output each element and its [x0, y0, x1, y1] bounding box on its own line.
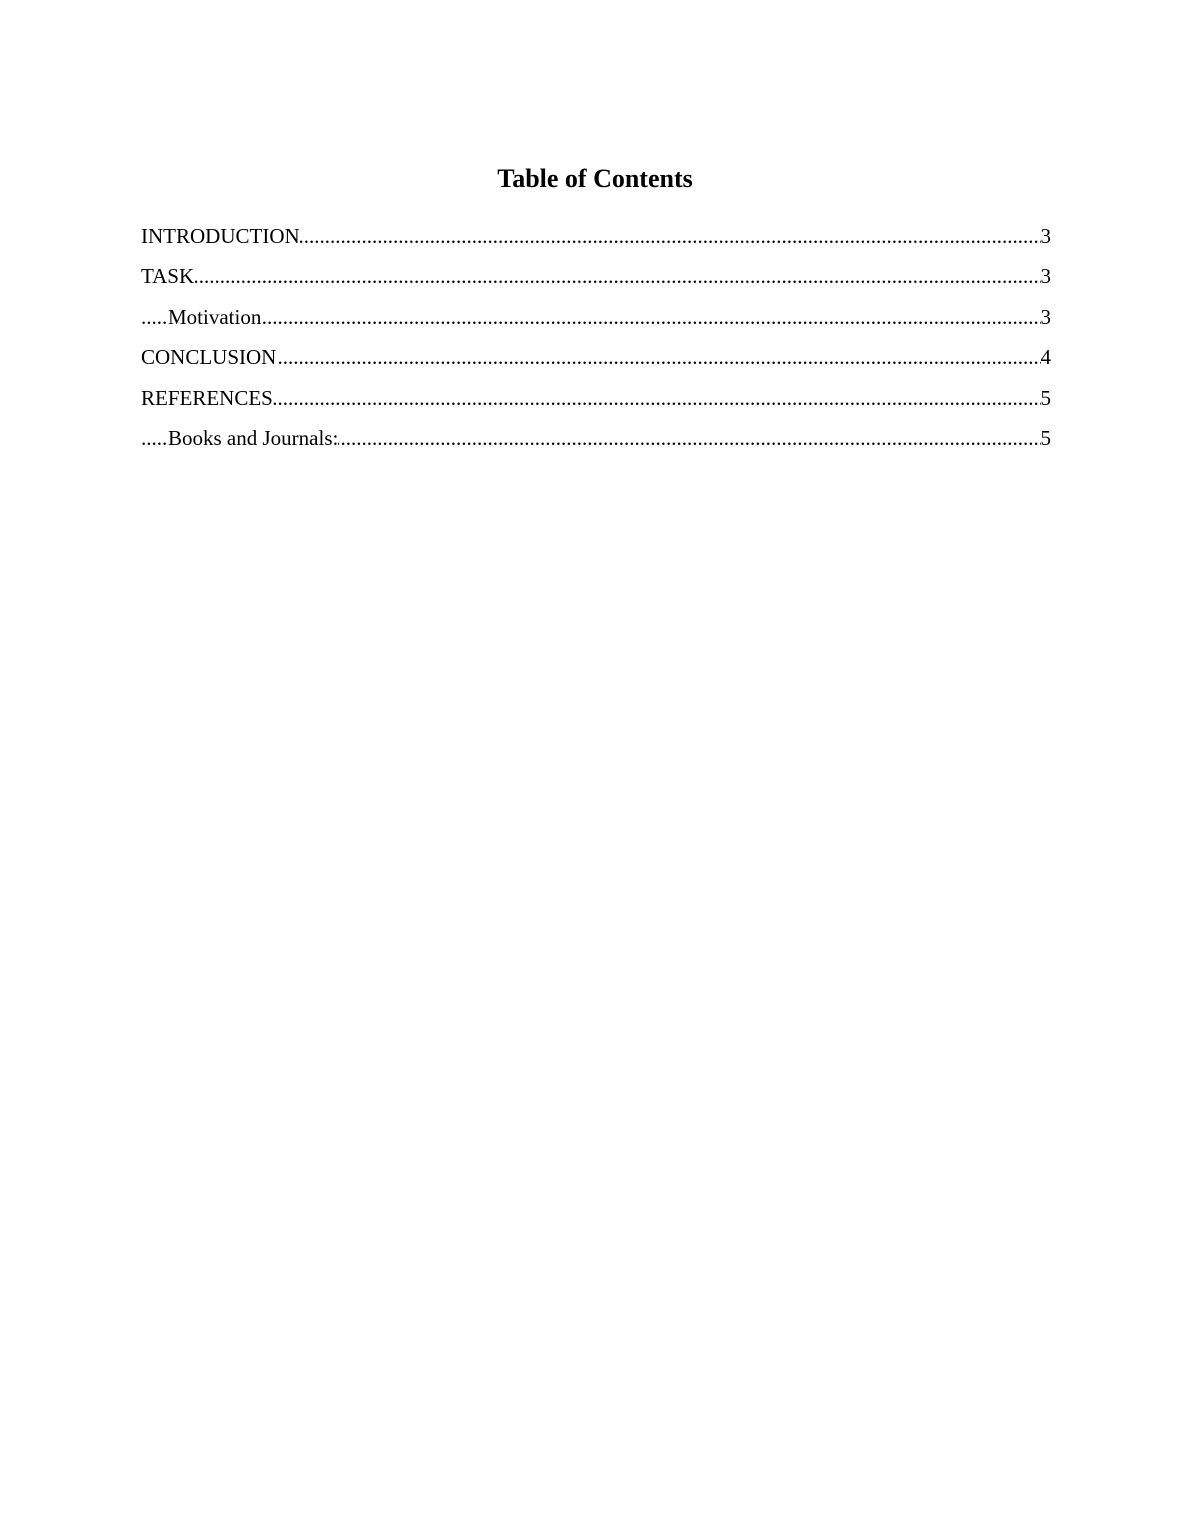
toc-entry-references[interactable]: [141, 382, 1051, 422]
toc-entry-label: INTRODUCTION: [141, 224, 300, 248]
toc-entry-motivation[interactable]: [141, 301, 1051, 341]
toc-title: Table of Contents: [497, 164, 693, 193]
toc-entry-page-number: 5: [1041, 422, 1052, 454]
toc-entry-page-number: 3: [1041, 260, 1052, 292]
dot-leader: [141, 301, 1051, 333]
toc-entry-introduction[interactable]: [141, 220, 1051, 260]
toc-entry-page-number: 3: [1041, 301, 1052, 333]
toc-entry-conclusion[interactable]: [141, 341, 1051, 381]
toc-list: [141, 220, 1051, 462]
toc-entry-books-and-journals[interactable]: [141, 422, 1051, 462]
toc-entry-label: Books and Journals:: [168, 425, 339, 450]
toc-entry-label: CONCLUSION: [141, 345, 277, 370]
toc-entry-label: Motivation: [168, 304, 262, 329]
toc-entry-task[interactable]: [141, 260, 1051, 300]
dot-leader: [141, 260, 1051, 292]
toc-entry-label: REFERENCES: [141, 385, 273, 410]
toc-entry-label: TASK: [141, 264, 195, 289]
toc-entry-page-number: 4: [1041, 341, 1052, 373]
dot-leader: [141, 341, 1051, 373]
toc-entry-page-number: 3: [1041, 220, 1052, 252]
toc-entry-page-number: 5: [1041, 382, 1052, 414]
dot-leader: [141, 382, 1051, 414]
